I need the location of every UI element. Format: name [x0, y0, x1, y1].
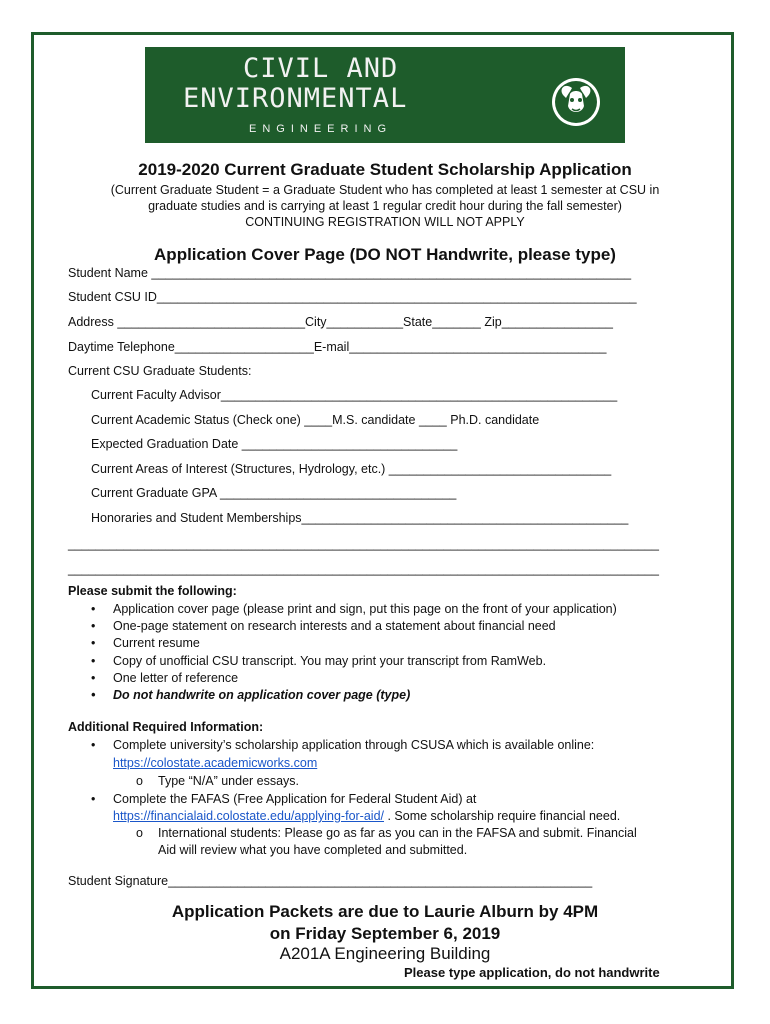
- address-field[interactable]: Address ___________________________City___________State_______ Zip________________: [68, 315, 613, 329]
- fafsa-link-line: https://financialaid.colostate.edu/applying-for-aid/ . Some scholarship require financial need.: [113, 809, 621, 823]
- ram-icon: [550, 76, 602, 128]
- logo-line-3: ENGINEERING: [249, 123, 393, 135]
- list-item: • Complete the FAFAS (Free Application for Federal Student Aid) at: [91, 792, 477, 806]
- location-line: A201A Engineering Building: [279, 944, 491, 963]
- bullet-icon: •: [91, 671, 96, 685]
- submit-heading: Please submit the following:: [68, 584, 237, 598]
- student-name-field[interactable]: Student Name _____________________________________________________________________: [68, 266, 632, 280]
- due-date-line-2: on Friday September 6, 2019: [269, 924, 501, 943]
- international-note-line-2: Aid will review what you have completed and submitted.: [158, 843, 468, 857]
- list-item: • One letter of reference: [91, 671, 239, 685]
- graduation-date-field[interactable]: Expected Graduation Date _______________________________: [91, 437, 458, 451]
- bullet-icon: •: [91, 602, 96, 616]
- department-logo-banner: [145, 47, 625, 143]
- list-item: • Copy of unofficial CSU transcript. You may print your transcript from RamWeb.: [91, 654, 547, 668]
- logo-line-1: CIVIL AND: [243, 53, 399, 84]
- honoraries-field[interactable]: Honoraries and Student Memberships_______________________________________________: [91, 511, 629, 525]
- list-item: • Complete university’s scholarship application through CSUSA which is available online:: [91, 738, 595, 752]
- bullet-icon: •: [91, 738, 96, 752]
- bullet-icon: •: [91, 654, 96, 668]
- footer-note: Please type application, do not handwrite: [404, 965, 660, 980]
- list-item: o International students: Please go as far as you can in the FAFSA and submit. Financial: [136, 826, 637, 840]
- areas-of-interest-field[interactable]: Current Areas of Interest (Structures, Hydrology, etc.) ________________________________: [91, 462, 612, 476]
- form-subtitle: [35, 182, 735, 230]
- phone-email-field[interactable]: Daytime Telephone____________________E-mail_____________________________________: [68, 340, 607, 354]
- faculty-advisor-field[interactable]: Current Faculty Advisor_________________________________________________________: [91, 388, 618, 402]
- logo-line-2: ENVIRONMENTAL: [183, 83, 408, 114]
- bullet-icon: •: [91, 619, 96, 633]
- signature-field[interactable]: Student Signature_____________________________________________________________: [68, 874, 593, 888]
- list-item: • Do not handwrite on application cover page (type): [91, 688, 411, 702]
- bullet-icon: •: [91, 636, 96, 650]
- list-item: o Type “N/A” under essays.: [136, 774, 300, 788]
- bullet-icon: •: [91, 688, 96, 702]
- financial-aid-link[interactable]: https://financialaid.colostate.edu/applying-for-aid/: [113, 809, 384, 823]
- student-id-field[interactable]: Student CSU ID_____________________________________________________________________: [68, 290, 637, 304]
- blank-line-2[interactable]: _____________________________________________________________________________________: [68, 562, 659, 576]
- circle-bullet-icon: o: [136, 774, 143, 788]
- due-date-line-1: Application Packets are due to Laurie Alburn by 4PM: [171, 902, 599, 921]
- subtitle-line-1: (Current Graduate Student = a Graduate Student who has completed at least 1 semester at CSU in: [110, 183, 660, 197]
- academicworks-link[interactable]: https://colostate.academicworks.com: [113, 756, 318, 770]
- blank-line-1[interactable]: _____________________________________________________________________________________: [68, 537, 659, 551]
- list-item: • One-page statement on research interests and a statement about financial need: [91, 619, 556, 633]
- subtitle-line-3: CONTINUING REGISTRATION WILL NOT APPLY: [245, 215, 525, 229]
- form-title: 2019-2020 Current Graduate Student Scholarship Application: [138, 160, 632, 179]
- additional-heading: Additional Required Information:: [68, 720, 264, 734]
- list-item: • Application cover page (please print and sign, put this page on the front of your application): [91, 602, 617, 616]
- list-item: • Current resume: [91, 636, 200, 650]
- circle-bullet-icon: o: [136, 826, 143, 840]
- cover-page-heading: Application Cover Page (DO NOT Handwrite, please type): [154, 245, 616, 264]
- bullet-icon: •: [91, 792, 96, 806]
- gpa-field[interactable]: Current Graduate GPA __________________________________: [91, 486, 457, 500]
- subtitle-line-2: graduate studies and is carrying at least 1 regular credit hour during the fall semester): [148, 199, 622, 213]
- academic-status-field[interactable]: Current Academic Status (Check one) ____M.S. candidate ____ Ph.D. candidate: [91, 413, 540, 427]
- current-students-label: Current CSU Graduate Students:: [68, 364, 252, 378]
